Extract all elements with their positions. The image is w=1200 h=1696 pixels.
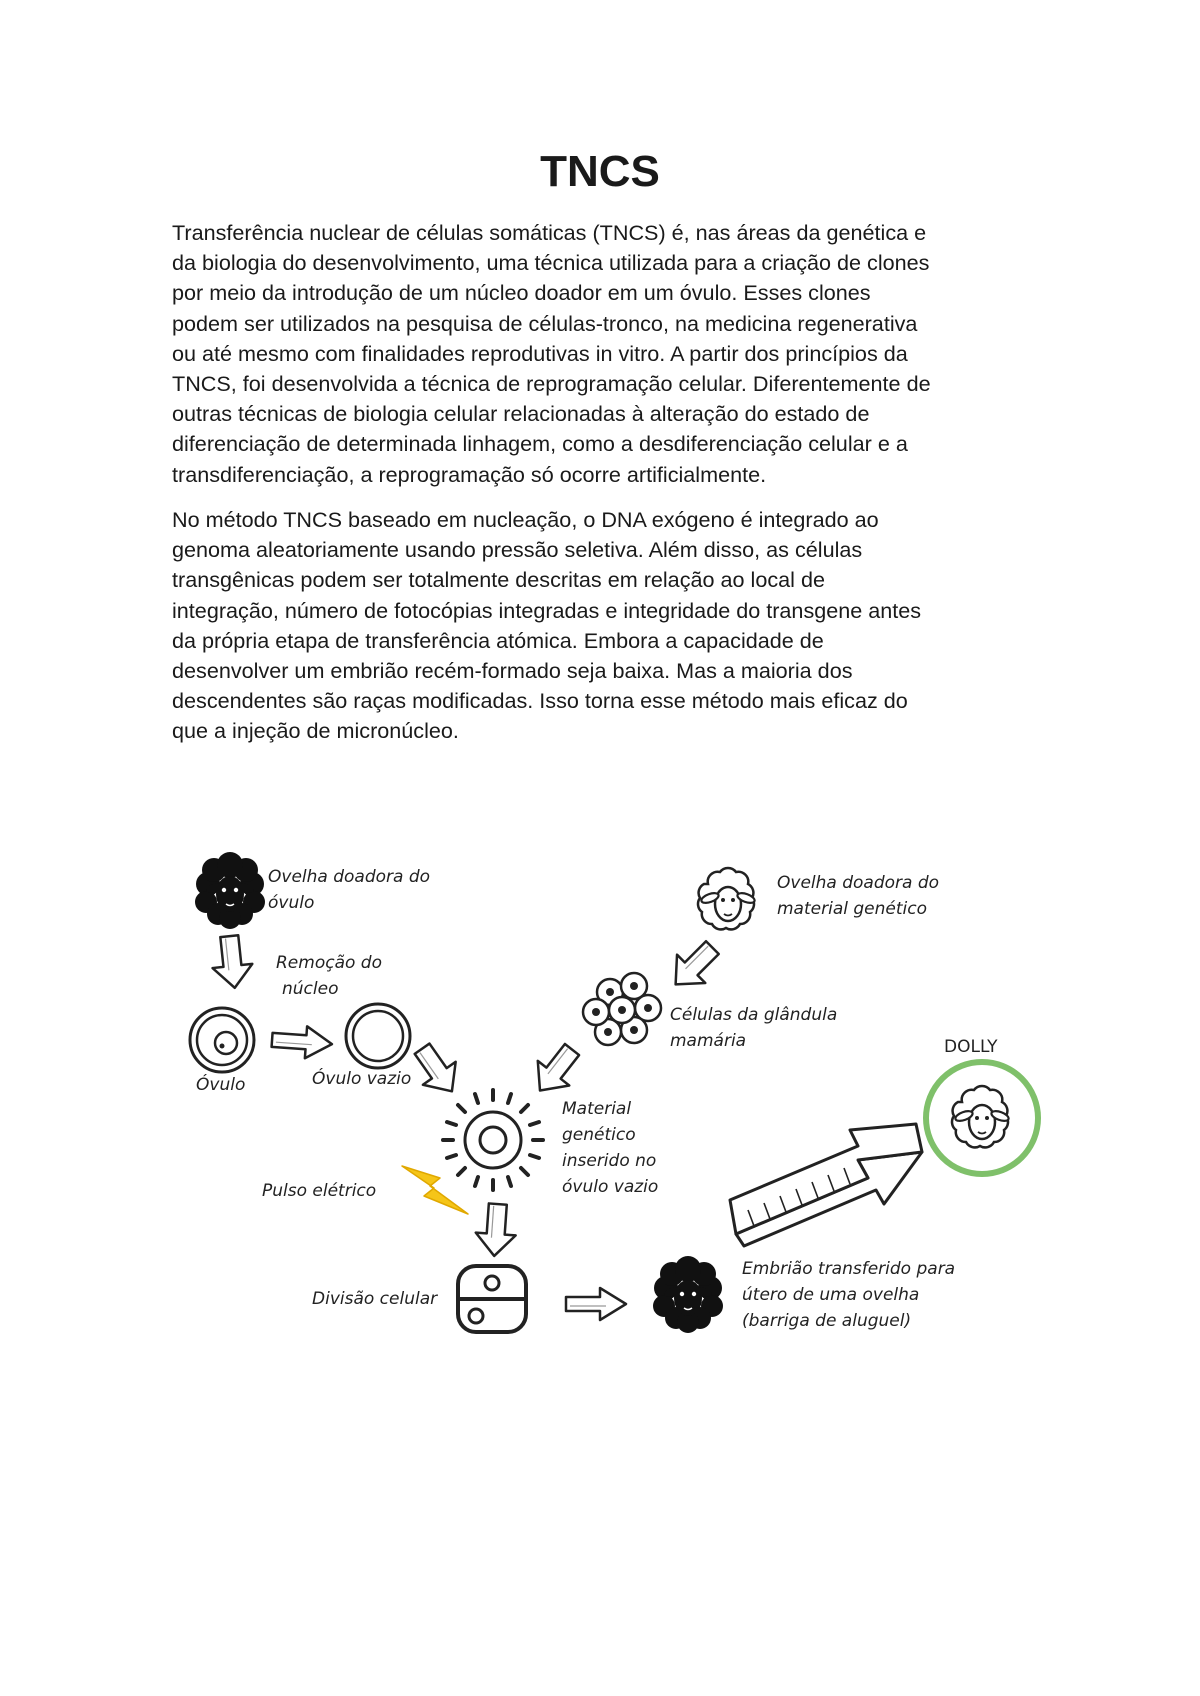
egg-donor-label-2: óvulo [268,893,315,913]
ovum-icon [190,1008,254,1072]
down-arrow-icon [406,1037,469,1103]
dolly-label: DOLLY [944,1037,998,1057]
nucleus-removal-label-1: Remoção do [276,953,382,973]
nucleus-removal-label-2: núcleo [282,979,339,999]
text-line: Transferência nuclear de células somáticas (TNCS) é, nas áreas da genética e [172,220,927,245]
text-line: genoma aleatoriamente usando pressão seletiva. Além disso, as células [172,537,863,563]
paragraph-2 [172,505,1044,747]
ovum-label: Óvulo [196,1075,246,1095]
text-line: No método TNCS baseado em nucleação, o DNA exógeno é integrado ao [172,507,879,532]
inserted-material-label-2: genético [562,1125,636,1145]
empty-ovum-icon [346,1004,410,1068]
fused-cell-icon [443,1090,543,1190]
black-sheep-icon [653,1256,723,1333]
text-line: que a injeção de micronúcleo. [172,718,459,744]
cell-division-label: Divisão celular [312,1289,438,1309]
text-line: ou até mesmo com finalidades reprodutivas in vitro. A partir dos princípios da [172,340,908,366]
inserted-material-label-3: inserido no [562,1151,657,1171]
text-line: da biologia do desenvolvimento, uma técnica utilizada para a criação de clones [172,250,930,276]
egg-donor-label-1: Ovelha doadora do [268,867,431,887]
cloning-diagram [0,840,1200,1360]
right-arrow-icon [271,1024,333,1060]
inserted-material-label-1: Material [562,1099,632,1119]
text-line: transgênicas podem ser totalmente descritas em relação ao local de [172,567,825,593]
text-line: TNCS, foi desenvolvida a técnica de reprogramação celular. Diferentemente de [172,371,931,397]
text-line: transdiferenciação, a reprogramação só ocorre artificialmente. [172,461,767,487]
text-line: descendentes são raças modificadas. Isso torna esse método mais eficaz do [172,688,908,714]
mammary-cells-label-2: mamária [670,1031,747,1051]
embryo-transfer-label-1: Embrião transferido para [742,1259,956,1279]
mammary-cells-icon [583,973,661,1045]
embryo-transfer-label-2: útero de uma ovelha [742,1285,920,1305]
down-arrow-icon [524,1037,588,1103]
genetic-donor-label-2: material genético [777,899,927,919]
embryo-transfer-label-3: (barriga de aluguel) [742,1311,912,1331]
text-line: por meio da introdução de um núcleo doador em um óvulo. Esses clones [172,280,871,306]
text-line: diferenciação de determinada linhagem, como a desdiferenciação celular e a [172,431,908,457]
text-line: podem ser utilizados na pesquisa de células-tronco, na medicina regenerativa [172,310,918,336]
text-line: da própria etapa de transferência atómica. Embora a capacidade de [172,627,824,653]
genetic-donor-label-1: Ovelha doadora do [777,873,940,893]
dividing-cell-icon [458,1266,526,1332]
paragraph-1 [172,218,1044,490]
down-arrow-icon [474,1203,518,1258]
text-line: outras técnicas de biologia celular relacionadas à alteração do estado de [172,401,870,427]
white-sheep-icon [698,868,756,929]
inserted-material-label-4: óvulo vazio [562,1177,659,1197]
down-arrow-icon [661,933,726,998]
black-sheep-icon [195,852,265,929]
mammary-cells-label-1: Células da glândula [670,1005,838,1025]
down-arrow-icon [209,934,254,990]
empty-ovum-label: Óvulo vazio [312,1069,412,1089]
text-line: desenvolver um embrião recém-formado seja baixa. Mas a maioria dos [172,658,853,684]
document-title: TNCS [540,147,660,196]
right-arrow-icon [566,1288,626,1320]
big-arrow-icon [730,1124,922,1246]
electric-pulse-label: Pulso elétrico [262,1181,377,1201]
text-line: integração, número de fotocópias integradas e integridade do transgene antes [172,597,922,623]
